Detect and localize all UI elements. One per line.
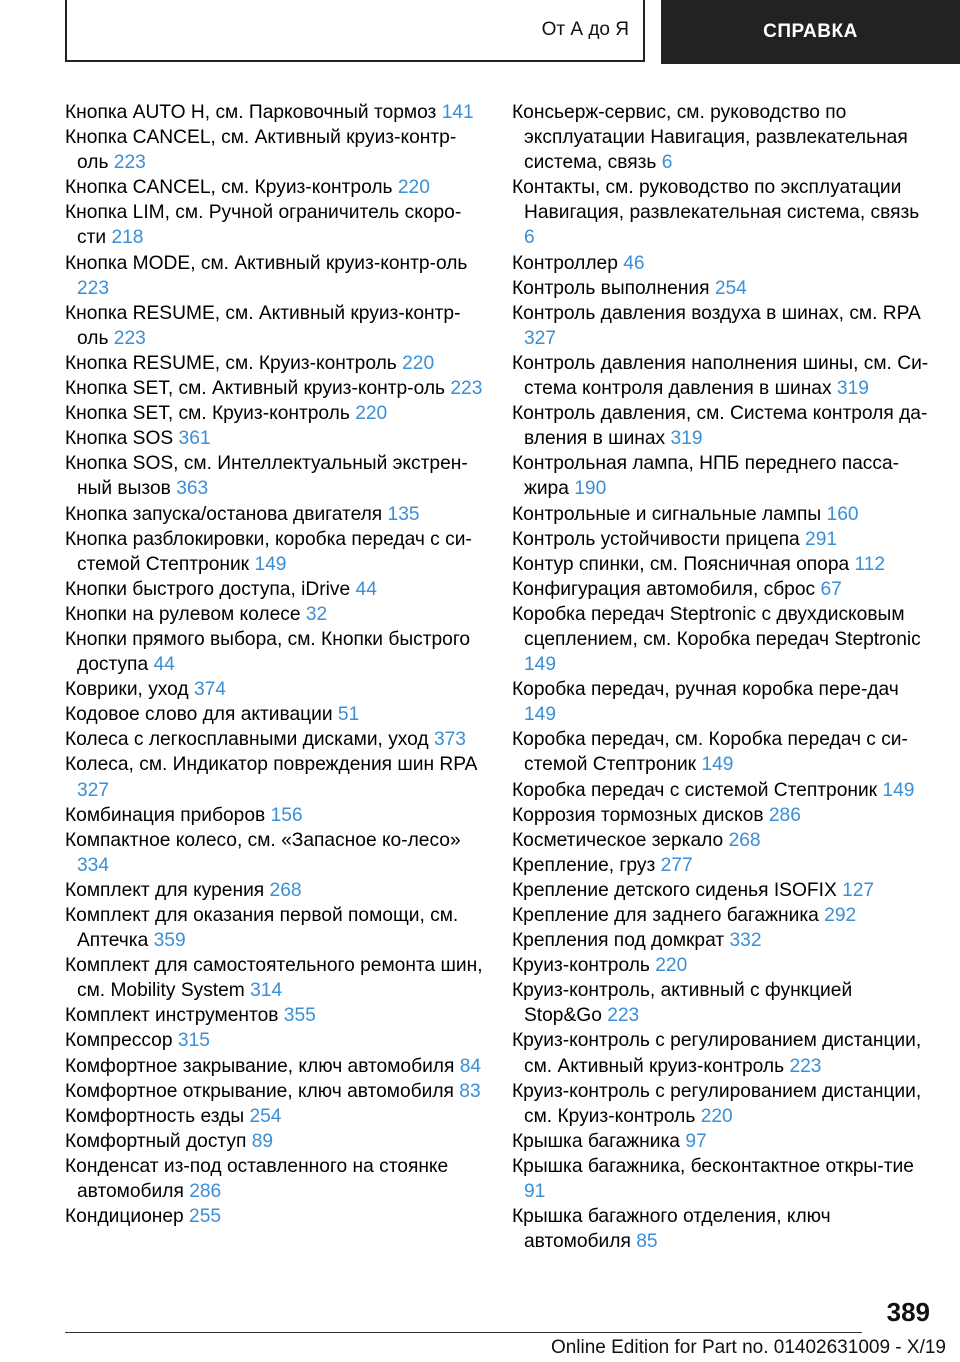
- page-link[interactable]: 135: [387, 503, 420, 525]
- index-entry-text: Комплект для самостоятельного ремонта шин, см. Mobility System: [65, 955, 483, 1002]
- index-entry: [512, 351, 932, 401]
- index-entry-text: Коробка передач с системой Стептроник: [512, 779, 878, 801]
- index-entry-text: Кнопка SOS: [65, 428, 174, 450]
- page-link[interactable]: 149: [882, 779, 915, 801]
- page-link[interactable]: 223: [789, 1055, 822, 1077]
- page-link[interactable]: 44: [153, 654, 175, 676]
- index-entry-text: Контроль давления наполнения шины, см. Си-стема контроля давления в шинах: [512, 352, 929, 400]
- page-link[interactable]: 85: [636, 1231, 658, 1253]
- page-link[interactable]: 254: [714, 277, 747, 299]
- index-entry: [512, 527, 932, 552]
- page-link[interactable]: 277: [660, 854, 693, 876]
- index-entry: [65, 125, 485, 175]
- index-entry: [65, 602, 485, 627]
- index-entry: [512, 727, 932, 777]
- index-entry: [512, 552, 932, 577]
- tab-a-to-z[interactable]: От А до Я: [65, 0, 645, 62]
- page-link[interactable]: 220: [397, 177, 430, 199]
- page-link[interactable]: 374: [193, 679, 226, 701]
- page-link[interactable]: 327: [524, 327, 557, 349]
- index-entry: [512, 175, 932, 250]
- page-link[interactable]: 149: [701, 754, 734, 776]
- index-entry-text: Крепление детского сиденья ISOFIX: [512, 879, 837, 901]
- index-entry-text: Конденсат из-под оставленного на стоянке автомобиля: [65, 1155, 449, 1203]
- header: [65, 0, 960, 64]
- page-link[interactable]: 149: [524, 704, 557, 726]
- index-entry-text: Круиз-контроль: [512, 955, 650, 977]
- index-entry-text: Кнопка запуска/останова двигателя: [65, 503, 383, 525]
- index-entry-text: Круиз-контроль с регулированием дистанции, см. Круиз-контроль: [512, 1080, 922, 1127]
- index-entry: [65, 803, 485, 828]
- index-entry-text: Комфортность езды: [65, 1105, 245, 1127]
- index-entry-text: Крепление, груз: [512, 854, 656, 876]
- page-link[interactable]: 319: [836, 378, 869, 400]
- index-entry-text: Комплект для курения: [65, 879, 265, 901]
- index-entry-text: Компактное колесо, см. «Запасное ко-лесо»: [65, 829, 461, 851]
- page-link[interactable]: 291: [805, 528, 838, 550]
- page-link[interactable]: 327: [77, 779, 110, 801]
- index-entry: [512, 677, 932, 727]
- index-entry: [65, 627, 485, 677]
- page-link[interactable]: 149: [524, 654, 557, 676]
- page-link[interactable]: 156: [270, 804, 303, 826]
- index-entry-text: Контакты, см. руководство по эксплуатации Навигация, развлекательная система, связь: [512, 177, 920, 224]
- index-entry: [65, 903, 485, 953]
- tab-help[interactable]: СПРАВКА: [661, 0, 960, 64]
- index-entry-text: Контрольная лампа, НПБ переднего пасса-жира: [512, 453, 900, 500]
- index-column-left: [65, 100, 485, 1229]
- index-entry-text: Контрольные и сигнальные лампы: [512, 503, 822, 525]
- index-entry: [512, 577, 932, 602]
- page-link[interactable]: 97: [685, 1130, 707, 1152]
- index-entry-text: Кнопка SET, см. Круиз-контроль: [65, 403, 350, 425]
- page-link[interactable]: 190: [574, 478, 607, 500]
- index-entry-text: Комфортное открывание, ключ автомобиля: [65, 1080, 454, 1102]
- index-entry: [65, 1104, 485, 1129]
- page-link[interactable]: 314: [250, 980, 283, 1002]
- index-entry: [65, 702, 485, 727]
- page-link[interactable]: 223: [113, 327, 146, 349]
- index-entry-text: Контроль выполнения: [512, 277, 710, 299]
- index-entry: [65, 828, 485, 878]
- index-entry: [65, 251, 485, 301]
- page-link[interactable]: 149: [254, 553, 287, 575]
- page-link[interactable]: 127: [842, 879, 875, 901]
- page-link[interactable]: 254: [249, 1105, 282, 1127]
- index-entry: [65, 401, 485, 426]
- index-entry-text: Кнопки быстрого доступа, iDrive: [65, 578, 351, 600]
- index-entry: [512, 100, 932, 175]
- index-entry-text: Консьерж-сервис, см. руководство по эксплуатации Навигация, развлекательная система, связь: [512, 102, 908, 174]
- page-link[interactable]: 84: [459, 1055, 482, 1077]
- index-entry-text: Крышка багажного отделения, ключ автомобиля: [512, 1206, 831, 1253]
- index-entry-text: Колеса с легкосплавными дисками, уход: [65, 729, 429, 751]
- index-entry-text: Конфигурация автомобиля, сброс: [512, 578, 816, 600]
- page-link[interactable]: 220: [402, 352, 435, 374]
- index-entry-text: Коррозия тормозных дисков: [512, 804, 764, 826]
- index-entry: [512, 953, 932, 978]
- page-link[interactable]: 332: [729, 930, 762, 952]
- index-entry: [512, 401, 932, 451]
- index-entry-text: Комбинация приборов: [65, 804, 266, 826]
- page-link[interactable]: 268: [728, 829, 761, 851]
- index-entry: [512, 878, 932, 903]
- index-entry: [512, 853, 932, 878]
- page-link[interactable]: 32: [305, 603, 328, 625]
- index-entry: [65, 301, 485, 351]
- index-entry: [65, 200, 485, 250]
- index-entry-text: Коврики, уход: [65, 679, 189, 701]
- index-entry: [512, 978, 932, 1028]
- index-entry: [512, 502, 932, 527]
- page-link[interactable]: 373: [433, 729, 466, 751]
- index-entry-text: Кнопка SET, см. Активный круиз-контр-оль: [65, 378, 446, 400]
- index-entry-text: Круиз-контроль с регулированием дистанции, см. Активный круиз-контроль: [512, 1030, 922, 1077]
- index-entry: [512, 778, 932, 803]
- index-entry-text: Кнопка разблокировки, коробка передач с си-стемой Стептроник: [65, 528, 472, 575]
- index-entry-text: Контроль давления воздуха в шинах, см. RPA: [512, 302, 920, 324]
- index-entry: [65, 752, 485, 802]
- index-entry: [65, 100, 485, 125]
- page-link[interactable]: 315: [177, 1030, 210, 1052]
- page-link[interactable]: 220: [355, 403, 388, 425]
- index-entry-text: Косметическое зеркало: [512, 829, 724, 851]
- index-entry: [65, 351, 485, 376]
- index-entry: [65, 727, 485, 752]
- page-link[interactable]: 223: [77, 277, 110, 299]
- index-entry-text: Коробка передач, см. Коробка передач с си-стемой Стептроник: [512, 729, 908, 776]
- index-entry-text: Комплект инструментов: [65, 1005, 279, 1027]
- index-entry-text: Крепление для заднего багажника: [512, 905, 819, 926]
- index-entry-text: Крепления под домкрат: [512, 930, 725, 952]
- index-entry: [512, 1129, 932, 1154]
- page-link[interactable]: 220: [700, 1105, 733, 1127]
- index-entry-text: Кнопка RESUME, см. Круиз-контроль: [65, 352, 397, 374]
- index-entry: [512, 301, 932, 351]
- index-entry: [65, 451, 485, 501]
- index-entry: [512, 928, 932, 953]
- index-entry-text: Кнопка CANCEL, см. Активный круиз-контр-оль: [65, 127, 457, 174]
- index-entry-text: Кондиционер: [65, 1206, 184, 1228]
- page-link[interactable]: 268: [269, 879, 302, 901]
- page-link[interactable]: 218: [111, 227, 144, 249]
- page-number: 389: [886, 1297, 930, 1327]
- page-link[interactable]: 44: [355, 578, 377, 600]
- page-link[interactable]: 67: [820, 578, 842, 600]
- page-link[interactable]: 361: [178, 428, 211, 450]
- page-link[interactable]: 334: [77, 854, 110, 876]
- page-link[interactable]: 286: [768, 804, 801, 826]
- index-entry: [65, 527, 485, 577]
- page-link[interactable]: 223: [607, 1005, 640, 1027]
- index-entry-text: Кнопка MODE, см. Активный круиз-контр-оль: [65, 252, 468, 274]
- index-entry: [512, 1079, 932, 1129]
- index-column-right: [512, 100, 932, 1254]
- page-link[interactable]: 363: [176, 478, 209, 500]
- page-link[interactable]: 51: [337, 704, 360, 726]
- page-link[interactable]: 46: [623, 252, 645, 274]
- index-entry-text: Крышка багажника: [512, 1130, 680, 1152]
- index-entry: [65, 953, 485, 1003]
- footer-edition: Online Edition for Part no. 01402631009 - X/19: [550, 1337, 946, 1358]
- index-entry-text: Крышка багажника, бесконтактное откры-тие: [512, 1155, 914, 1177]
- index-entry-text: Контроллер: [512, 252, 618, 274]
- index-entry: [65, 1204, 485, 1229]
- index-entry: [512, 1204, 932, 1254]
- index-entry: [512, 251, 932, 276]
- page-link[interactable]: 91: [524, 1181, 546, 1203]
- page-link[interactable]: 355: [283, 1005, 316, 1027]
- page-link[interactable]: 160: [826, 503, 859, 525]
- index-entry: [65, 577, 485, 602]
- page-link[interactable]: 223: [450, 378, 483, 400]
- index-entry: [65, 502, 485, 527]
- index-entry-text: Кнопки на рулевом колесе: [65, 603, 301, 625]
- index-entry: [65, 1028, 485, 1053]
- index-entry-text: Компрессор: [65, 1030, 173, 1052]
- index-entry-text: Контроль устойчивости прицепа: [512, 528, 800, 550]
- index-entry: [512, 903, 932, 928]
- index-entry: [65, 1079, 485, 1104]
- index-entry-text: Круиз-контроль, активный с функцией Stop&Go: [512, 980, 853, 1027]
- index-entry-text: Комфортное закрывание, ключ автомобиля: [65, 1055, 455, 1077]
- footer-divider: [65, 1332, 862, 1333]
- page-link[interactable]: 359: [153, 930, 186, 952]
- index-entry-text: Кнопка CANCEL, см. Круиз-контроль: [65, 177, 393, 199]
- index-entry-text: Коробка передач Steptronic с двухдисковым сцеплением, см. Коробка передач Steptronic: [512, 603, 921, 650]
- index-entry: [65, 1054, 485, 1079]
- index-entry: [65, 1129, 485, 1154]
- page-link[interactable]: 141: [441, 102, 474, 123]
- index-entry: [512, 803, 932, 828]
- index-entry: [65, 677, 485, 702]
- index-entry: [512, 602, 932, 677]
- index-entry: [65, 878, 485, 903]
- page-link[interactable]: 112: [854, 553, 886, 575]
- index-entry: [512, 1154, 932, 1204]
- index-entry-text: Кнопка RESUME, см. Активный круиз-контр-оль: [65, 302, 461, 349]
- page-link[interactable]: 6: [524, 227, 535, 249]
- index-entry-text: Контроль давления, см. Система контроля да-вления в шинах: [512, 403, 928, 450]
- index-entry: [65, 426, 485, 451]
- index-entry: [65, 1003, 485, 1028]
- page-link[interactable]: 83: [459, 1080, 481, 1102]
- page-link[interactable]: 292: [824, 905, 857, 926]
- index-entry-text: Контур спинки, см. Поясничная опора: [512, 553, 850, 575]
- index-entry: [512, 1028, 932, 1078]
- page-link[interactable]: 223: [113, 152, 146, 174]
- page-link[interactable]: 220: [655, 955, 688, 977]
- index-entry: [512, 828, 932, 853]
- index-entry: [65, 1154, 485, 1204]
- index-entry-text: Кнопки прямого выбора, см. Кнопки быстрого доступа: [65, 628, 471, 676]
- index-entry-text: Комплект для оказания первой помощи, см. Аптечка: [65, 905, 459, 952]
- page-link[interactable]: 89: [251, 1130, 274, 1152]
- index-entry-text: Кнопка AUTO H, см. Парковочный тормоз: [65, 102, 437, 123]
- page-link[interactable]: 255: [189, 1206, 222, 1228]
- index-entry: [65, 175, 485, 200]
- index-entry-text: Колеса, см. Индикатор повреждения шин RPA: [65, 754, 477, 776]
- page-link[interactable]: 319: [670, 428, 703, 450]
- index-entry: [65, 376, 485, 401]
- index-entry-text: Кнопка LIM, см. Ручной ограничитель скоро-сти: [65, 202, 462, 249]
- index-entry-text: Кодовое слово для активации: [65, 704, 333, 726]
- index-entry-text: Комфортный доступ: [65, 1130, 247, 1152]
- index-entry-text: Коробка передач, ручная коробка пере-дач: [512, 679, 899, 701]
- index-entry: [512, 451, 932, 501]
- page-link[interactable]: 6: [661, 152, 673, 174]
- index-entry-text: Кнопка SOS, см. Интеллектуальный экстрен-ный вызов: [65, 453, 468, 500]
- page-link[interactable]: 286: [189, 1181, 222, 1203]
- index-entry: [512, 276, 932, 301]
